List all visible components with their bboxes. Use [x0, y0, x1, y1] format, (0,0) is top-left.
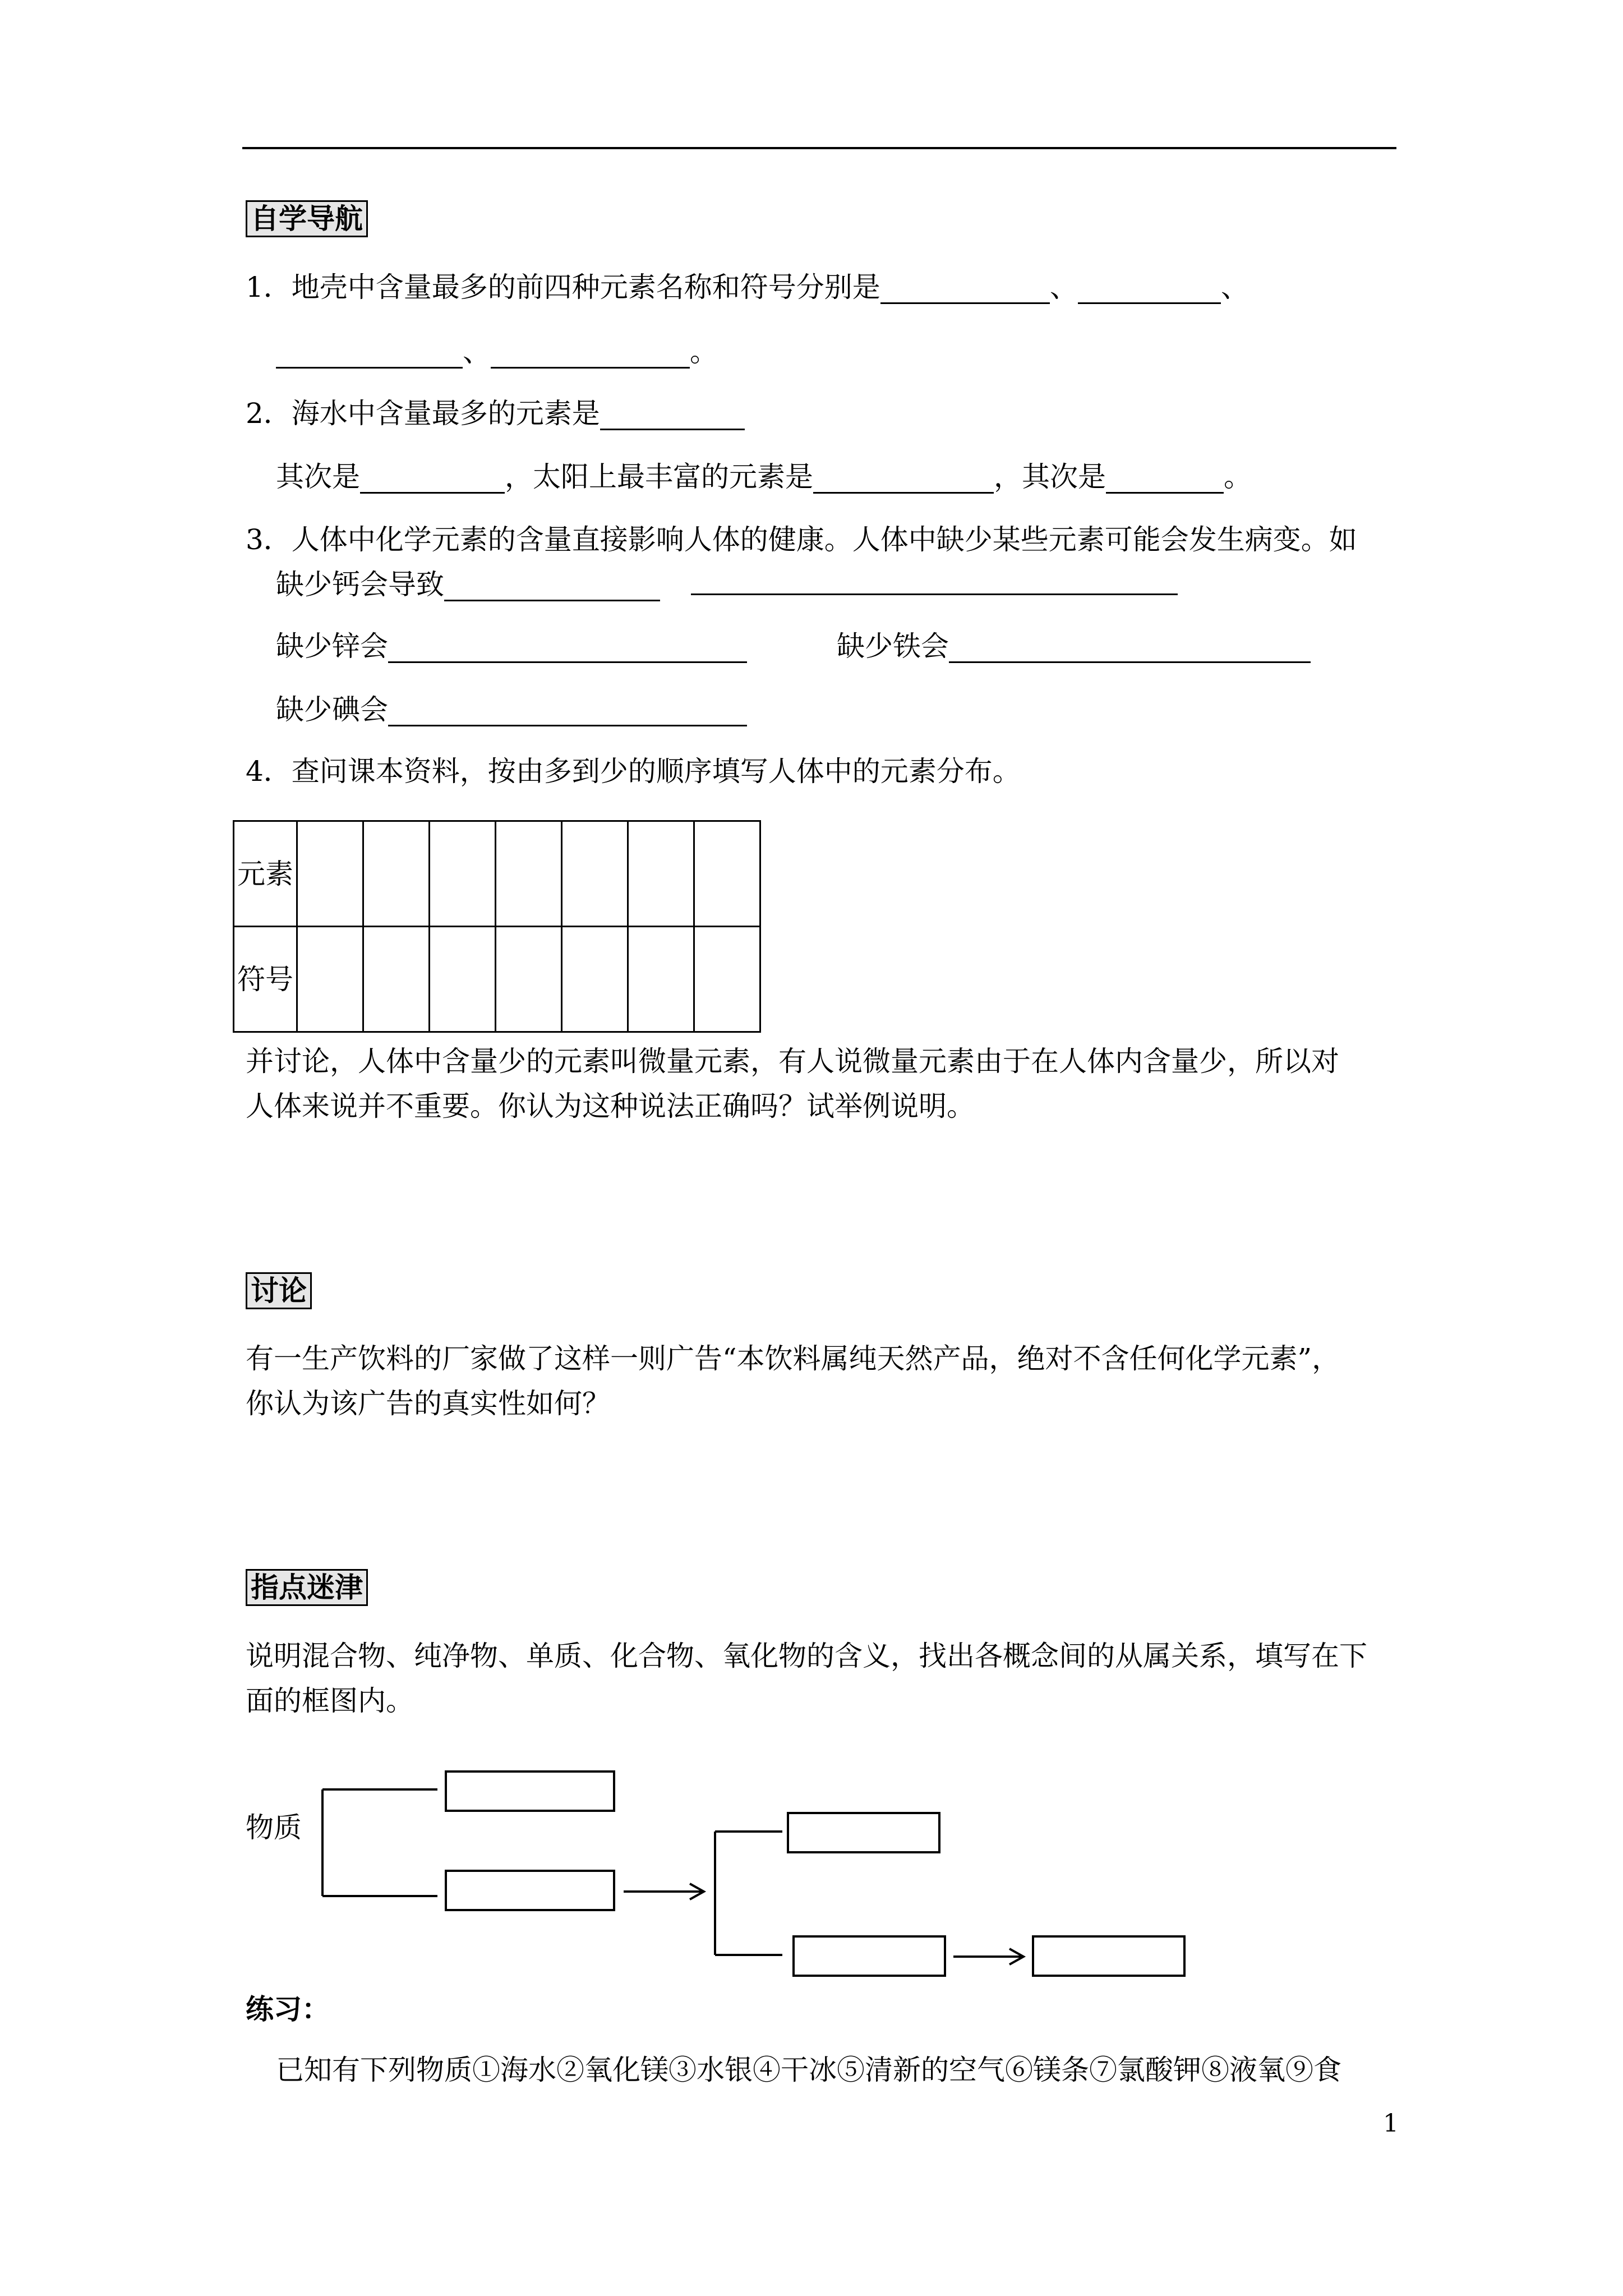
question-4-text: 4．查问课本资料，按由多到少的顺序填写人体中的元素分布。: [246, 755, 1021, 788]
concept-box-1: [446, 1772, 614, 1811]
concept-box-4: [794, 1936, 945, 1976]
period: 。: [690, 335, 718, 368]
text: 缺少铁会: [837, 630, 949, 662]
concept-box-5: [1033, 1936, 1184, 1976]
section-guidance-heading: 指点迷津: [246, 1569, 368, 1606]
practice-heading: 练习：: [246, 1993, 330, 2026]
question-3-line1: 3．人体中化学元素的含量直接影响人体的健康。人体中缺少某些元素可能会发生病变。如: [246, 523, 1357, 556]
row-header-element: 元素: [234, 821, 297, 927]
question-4-discussion-line2: 人体来说并不重要。你认为这种说法正确吗？试举例说明。: [246, 1090, 975, 1122]
section-discussion-heading: 讨论: [246, 1272, 312, 1309]
discussion-line2: 你认为该广告的真实性如何？: [246, 1387, 610, 1420]
separator: 、: [1049, 271, 1078, 303]
text: ，太阳上最丰富的元素是: [505, 461, 813, 493]
concept-box-3: [788, 1813, 939, 1852]
question-2-text: 2．海水中含量最多的元素是: [246, 397, 600, 430]
concept-box-2: [446, 1871, 614, 1910]
section-self-study-heading: 自学导航: [246, 200, 368, 237]
guidance-line1: 说明混合物、纯净物、单质、化合物、氧化物的含义，找出各概念间的从属关系，填写在下: [246, 1640, 1367, 1672]
row-header-symbol: 符号: [234, 927, 297, 1032]
text: 缺少钙会导致: [276, 568, 444, 601]
question-4-discussion-line1: 并讨论，人体中含量少的元素叫微量元素，有人说微量元素由于在人体内含量少，所以对: [246, 1045, 1339, 1078]
separator: 、: [463, 335, 491, 368]
diagram-root-label: 物质: [246, 1811, 302, 1844]
separator: 、: [1220, 271, 1249, 303]
text: 缺少锌会: [276, 630, 388, 662]
text: 其次是: [276, 461, 360, 493]
exercise-text: 已知有下列物质①海水②氧化镁③水银④干冰⑤清新的空气⑥镁条⑦氯酸钾⑧液氧⑨食: [276, 2054, 1341, 2086]
discussion-line1: 有一生产饮料的厂家做了这样一则广告“本饮料属纯天然产品，绝对不含任何化学元素”，: [246, 1342, 1340, 1375]
period: 。: [1224, 461, 1252, 493]
page-number: 1: [1383, 2109, 1399, 2138]
text: ，其次是: [994, 461, 1106, 493]
text: 缺少碘会: [276, 693, 388, 726]
guidance-line2: 面的框图内。: [246, 1685, 414, 1717]
question-1-text: 1．地壳中含量最多的前四种元素名称和符号分别是: [246, 271, 880, 303]
